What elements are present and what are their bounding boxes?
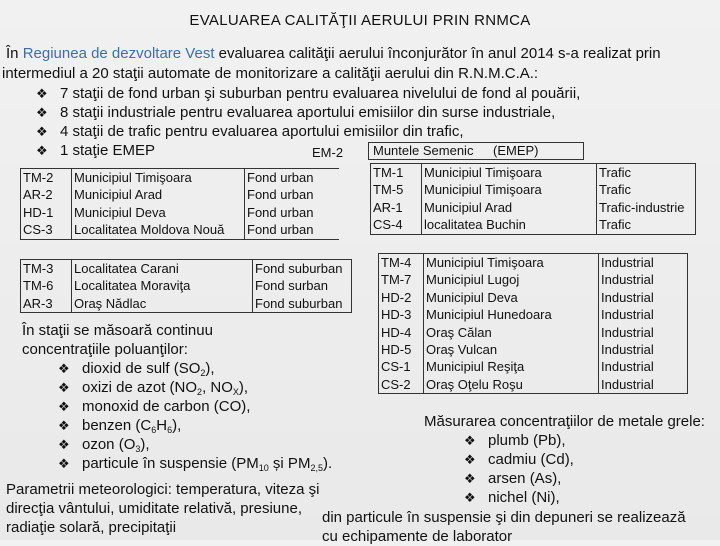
bullet-item: ❖ 1 staţie EMEP	[36, 142, 156, 159]
emep-code: EM-2	[312, 145, 344, 160]
diamond-bullet-icon: ❖	[36, 105, 48, 120]
table-row: AR-2 Municipiul Arad Fond urban	[21, 186, 340, 203]
table-row: CS-3 Localitatea Moldova Nouă Fond urban	[21, 221, 340, 239]
diamond-bullet-icon: ❖	[58, 418, 70, 433]
emep-station-box	[368, 142, 584, 160]
pollutants-intro-2: concentraţiile poluanţilor:	[22, 341, 188, 358]
bullet-item: ❖ 4 staţii de trafic pentru evaluarea aportului emisiilor din trafic,	[36, 123, 464, 140]
metal-item: ❖ nichel (Ni),	[464, 489, 560, 506]
intro-line-1: În Regiunea de dezvoltare Vest evaluarea calităţii aerului înconjurător în anul 2014 s-a realizat prin	[6, 45, 661, 62]
emep-type: (EMEP)	[493, 143, 539, 158]
table-row: TM-7 Municipiul Lugoj Industrial	[379, 271, 688, 288]
table-row: HD-1 Municipiul Deva Fond urban	[21, 204, 340, 221]
region-name: Regiunea de dezvoltare Vest	[22, 45, 215, 62]
table-row: HD-2 Municipiul Deva Industrial	[379, 289, 688, 306]
diamond-bullet-icon: ❖	[464, 452, 476, 467]
table-row: TM-2 Municipiul Timişoara Fond urban	[21, 169, 340, 187]
bullet-item: ❖ 8 staţii industriale pentru evaluarea aportului emisiilor din surse industriale,	[36, 104, 556, 121]
diamond-bullet-icon: ❖	[464, 471, 476, 486]
diamond-bullet-icon: ❖	[58, 399, 70, 414]
diamond-bullet-icon: ❖	[58, 361, 70, 376]
table-row: AR-1 Municipiul Arad Trafic-industrie	[371, 199, 696, 216]
table-row: AR-3 Oraş Nădlac Fond suburban	[21, 295, 352, 313]
page-title: EVALUAREA CALITĂŢII AERULUI PRIN RNMCA	[189, 12, 531, 29]
meteo-line: direcţia vântului, umiditate relativă, presiune,	[6, 500, 302, 517]
intro-line-2: intermediul a 20 staţii automate de monitorizare a calităţii aerului din R.N.M.C.A.:	[2, 65, 539, 82]
table-row: TM-6 Localitatea Moraviţa Fond surban	[21, 277, 352, 294]
pollutant-item: ❖ oxizi de azot ($NO_2$, $NO_X$),	[58, 379, 249, 397]
metal-item: ❖ cadmiu (Cd),	[464, 451, 574, 468]
diamond-bullet-icon: ❖	[464, 433, 476, 448]
emep-location: Muntele Semenic	[373, 143, 474, 158]
metals-footer-2: cu echipamente de laborator	[322, 528, 513, 545]
table-row: TM-4 Municipiul Timişoara Industrial	[379, 254, 688, 272]
table-row: CS-4 localitatea Buchin Trafic	[371, 216, 696, 234]
table-row: TM-3 Localitatea Carani Fond suburban	[21, 260, 352, 278]
pollutant-item: ❖ particule în suspensie ($PM_{10}$ și $PM_{2,5}$).	[58, 455, 333, 473]
table-row: CS-2 Oraş Oţelu Roşu Industrial	[379, 376, 688, 394]
metal-item: ❖ plumb (Pb),	[464, 432, 566, 449]
pollutant-item: ❖ dioxid de sulf $(SO_2)$,	[58, 360, 215, 378]
diamond-bullet-icon: ❖	[36, 86, 48, 101]
traffic-stations-table	[370, 163, 696, 235]
metal-item: ❖ arsen (As),	[464, 470, 562, 487]
diamond-bullet-icon: ❖	[58, 380, 70, 395]
table-row: HD-5 Oraş Vulcan Industrial	[379, 341, 688, 358]
table-row: TM-5 Municipiul Timişoara Trafic	[371, 181, 696, 198]
metals-heading: Măsurarea concentraţiilor de metale grele:	[424, 413, 705, 430]
diamond-bullet-icon: ❖	[36, 143, 48, 158]
table-row: HD-3 Municipiul Hunedoara Industrial	[379, 306, 688, 323]
pollutant-item: ❖ ozon $(O_3)$,	[58, 436, 150, 454]
diamond-bullet-icon: ❖	[58, 437, 70, 452]
table-row: CS-1 Municipiul Reşiţa Industrial	[379, 358, 688, 375]
pollutants-intro-1: În staţii se măsoară continuu	[22, 322, 213, 339]
table-row: TM-1 Municipiul Timişoara Trafic	[371, 164, 696, 182]
diamond-bullet-icon: ❖	[464, 490, 476, 505]
industrial-stations-table	[378, 253, 688, 394]
urban-stations-table	[20, 168, 339, 240]
meteo-line: Parametrii meteorologici: temperatura, viteza şi	[6, 481, 320, 498]
bullet-item: ❖ 7 staţii de fond urban şi suburban pentru evaluarea nivelului de fond al pouării,	[36, 85, 581, 102]
diamond-bullet-icon: ❖	[58, 456, 70, 471]
suburban-stations-table	[20, 259, 352, 313]
diamond-bullet-icon: ❖	[36, 124, 48, 139]
metals-footer-1: din particule în suspensie şi din depuneri se realizează	[322, 509, 686, 526]
meteo-line: radiaţie solară, precipitaţii	[6, 519, 177, 536]
pollutant-item: ❖ monoxid de carbon (CO),	[58, 398, 251, 415]
pollutant-item: ❖ benzen $(C_6H_6)$,	[58, 417, 182, 435]
table-row: HD-4 Oraş Călan Industrial	[379, 324, 688, 341]
